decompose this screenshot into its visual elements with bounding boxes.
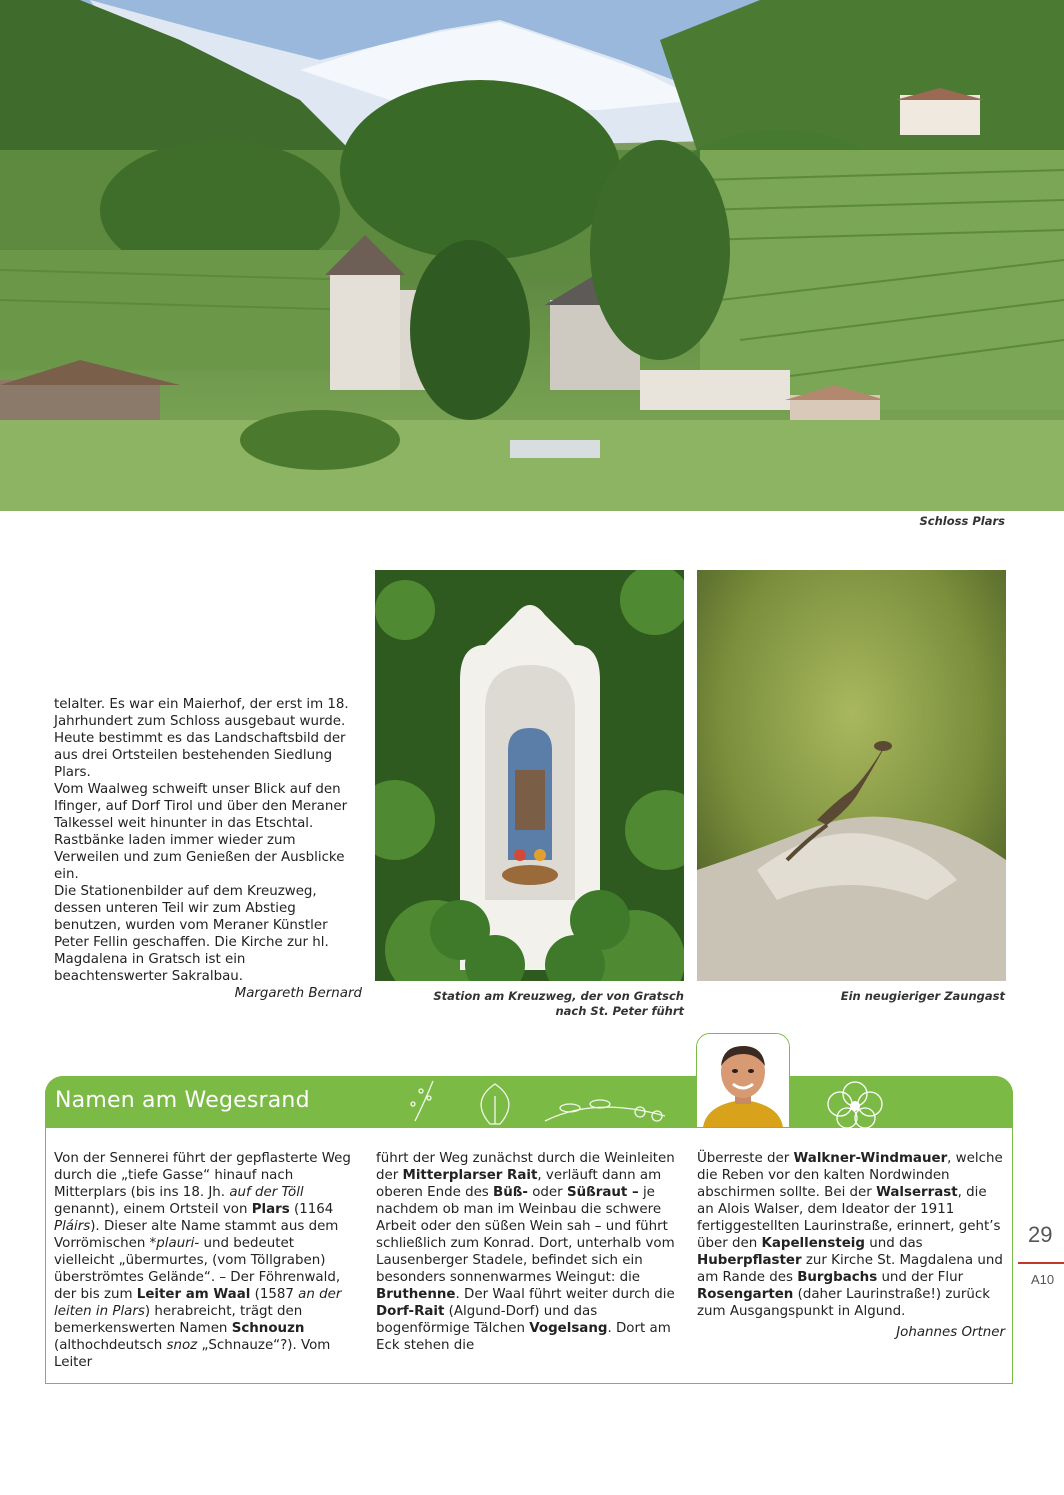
hero-photo-illustration bbox=[0, 0, 1064, 511]
page-code: A10 bbox=[1031, 1272, 1055, 1287]
shrine-caption-line-1: Station am Kreuzweg, der von Gratsch bbox=[433, 989, 684, 1003]
lizard-illustration bbox=[697, 570, 1006, 981]
author-portrait bbox=[696, 1033, 790, 1128]
floral-ornament-icon bbox=[395, 1076, 695, 1128]
hero-photo-schloss-plars bbox=[0, 0, 1064, 511]
photo-lizard-on-rock bbox=[697, 570, 1006, 981]
info-column-3 bbox=[697, 1150, 1005, 1341]
info-author: Johannes Ortner bbox=[896, 1325, 1005, 1340]
intro-paragraph-3: Die Stationenbilder auf dem Kreuzweg, dessen unteren Teil wir zum Abstieg benutzen, wurden vom Meraner Künstler Peter Fellin geschaffen. Die Kirche zur hl. Magdalena in Gratsch ist ein beachtenswerter Sakralbau. bbox=[54, 884, 329, 984]
hero-caption: Schloss Plars bbox=[919, 514, 1005, 528]
info-column-1: Von der Sennerei führt der gepflasterte Weg durch die „tiefe Gasse“ hinauf nach Mitterplars (bis ins 18. Jh. auf der Töll genannt), einem Ortsteil von Plars (1164 Pláirs). Dieser alte Name stammt aus dem Vorrömischen *plauri- und bedeutet vielleicht „übermurtes, (vom Töllgraben) überströmtes Gelände“. – Der Föhrenwald, der bis zum Leiter am Waal (1587 an der leiten in Plars) herabreicht, trägt den bemerkenswerten Namen Schnouzn (althochdeutsch snoz „Schnauze“?). Vom Leiter bbox=[54, 1151, 351, 1370]
shrine-illustration bbox=[375, 570, 684, 981]
info-column-2: führt der Weg zunächst durch die Weinleiten der Mitterplarser Rait, verläuft dann am oberen Ende des Büß- oder Süßraut – je nachdem ob man im Weinbau die schwere Arbeit oder den süßen Wein sah – und führt schließlich zum Konrad. Dort, unterhalb vom Lausenberger Stadele, befindet sich ein besonders sonnenwarmes Weingut: die Bruthenne. Der Waal führt weiter durch die Dorf-Rait (Algund-Dorf) und das bogenförmige Tälchen Vogelsang. Dort am Eck stehen die bbox=[376, 1151, 675, 1353]
info-box-title: Namen am Wegesrand bbox=[55, 1088, 310, 1113]
flower-icon bbox=[815, 1076, 895, 1128]
intro-paragraph-2: Vom Waalweg schweift unser Blick auf den Ifinger, auf Dorf Tirol und über den Meraner Talkessel weit hinunter in das Etschtal. Rastbänke laden immer wieder zum Verweilen und zum Genießen der Ausblicke ein. bbox=[54, 782, 348, 882]
page-marker-rule bbox=[1018, 1262, 1064, 1264]
intro-author: Margareth Bernard bbox=[234, 986, 362, 1001]
page-number: 29 bbox=[1028, 1222, 1053, 1247]
shrine-caption bbox=[420, 989, 684, 1019]
shrine-caption-line-2: nach St. Peter führt bbox=[555, 1004, 684, 1018]
intro-text bbox=[54, 696, 362, 1002]
info-column-3-text: Überreste der Walkner-Windmauer, welche die Reben vor den kalten Nordwinden abschirmen sollte. Bei der Walserrast, die an Alois Walser, dem Ideator der 1911 fertiggestellten Laurinstraße, erinnert, geht’s über den Kapellensteig und das Huberpflaster zur Kirche St. Magdalena und am Rande des Burgbachs und der Flur Rosengarten (daher Laurinstraße!) zurück zum Ausgangspunkt in Algund. bbox=[697, 1151, 1003, 1319]
lizard-caption: Ein neugieriger Zaungast bbox=[840, 989, 1005, 1003]
photo-wayside-shrine bbox=[375, 570, 684, 981]
author-portrait-illustration bbox=[697, 1034, 789, 1127]
intro-paragraph-1: telalter. Es war ein Maierhof, der erst im 18. Jahrhundert zum Schloss ausgebaut wurde. Heute bestimmt es das Landschaftsbild der aus drei Ortsteilen bestehenden Siedlung Plars. bbox=[54, 697, 349, 780]
